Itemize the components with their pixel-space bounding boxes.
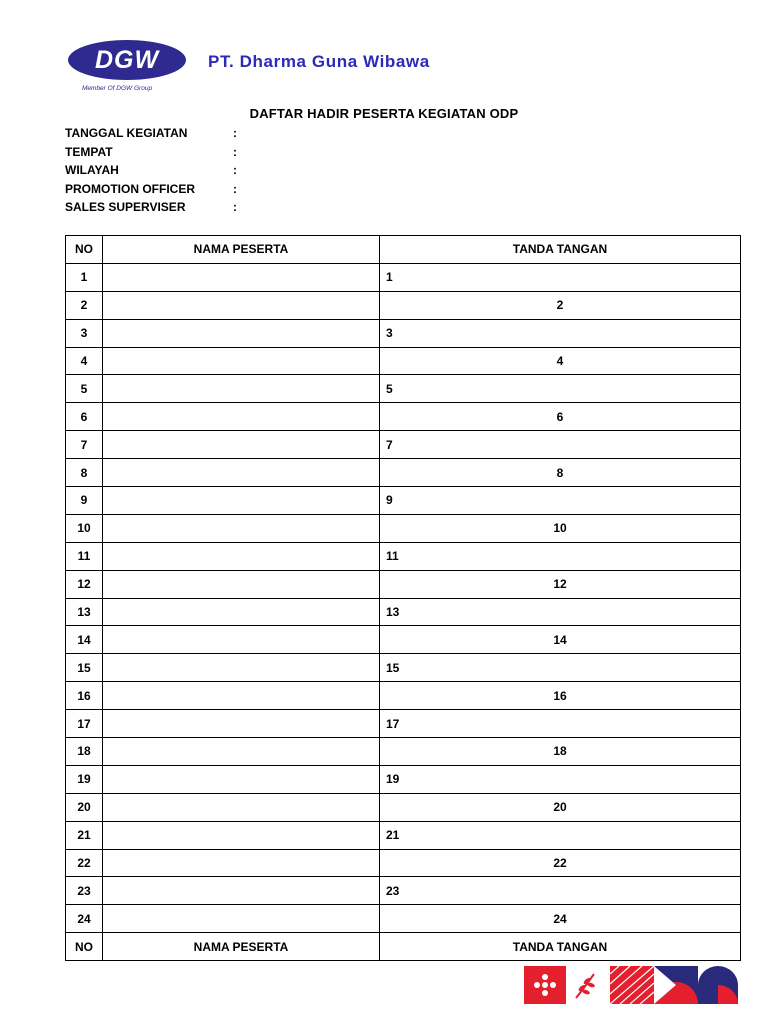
signature-cell[interactable]: 17	[380, 710, 741, 738]
info-field-label: WILAYAH	[65, 163, 119, 178]
table-row	[66, 793, 741, 821]
signature-cell[interactable]: 12	[380, 570, 741, 598]
signature-cell[interactable]: 13	[380, 598, 741, 626]
participant-name-cell[interactable]	[103, 626, 380, 654]
col-header-sign: TANDA TANGAN	[380, 236, 741, 264]
document-title: DAFTAR HADIR PESERTA KEGIATAN ODP	[249, 106, 519, 121]
info-field-row	[65, 143, 243, 162]
col-header-no: NO	[66, 236, 103, 264]
signature-cell[interactable]: 19	[380, 765, 741, 793]
participant-name-cell[interactable]	[103, 598, 380, 626]
table-row	[66, 654, 741, 682]
row-number: 2	[66, 291, 103, 319]
participant-name-cell[interactable]	[103, 682, 380, 710]
signature-cell[interactable]: 21	[380, 821, 741, 849]
info-field-colon: :	[233, 163, 237, 178]
signature-cell[interactable]: 8	[380, 459, 741, 487]
attendance-table	[65, 235, 741, 961]
footer-no: NO	[66, 933, 103, 961]
participant-name-cell[interactable]	[103, 375, 380, 403]
logo-subtext: Member Of DGW Group	[82, 85, 153, 92]
info-field-colon: :	[233, 144, 237, 159]
row-number: 10	[66, 514, 103, 542]
participant-name-cell[interactable]	[103, 347, 380, 375]
table-row	[66, 877, 741, 905]
participant-name-cell[interactable]	[103, 403, 380, 431]
row-number: 23	[66, 877, 103, 905]
row-number: 11	[66, 542, 103, 570]
info-field-row	[65, 180, 243, 199]
logo-oval	[68, 40, 186, 80]
table-row	[66, 570, 741, 598]
row-number: 5	[66, 375, 103, 403]
info-field-label: PROMOTION OFFICER	[65, 181, 195, 196]
table-row	[66, 291, 741, 319]
row-number: 9	[66, 487, 103, 515]
participant-name-cell[interactable]	[103, 263, 380, 291]
row-number: 8	[66, 459, 103, 487]
participant-name-cell[interactable]	[103, 738, 380, 766]
table-row	[66, 319, 741, 347]
signature-cell[interactable]: 14	[380, 626, 741, 654]
row-number: 20	[66, 793, 103, 821]
dgw-logo	[68, 40, 188, 98]
row-number: 3	[66, 319, 103, 347]
footer-sign: TANDA TANGAN	[380, 933, 741, 961]
info-field-row	[65, 198, 243, 217]
row-number: 19	[66, 765, 103, 793]
company-name: PT. Dharma Guna Wibawa	[208, 52, 430, 71]
info-field-label: SALES SUPERVISER	[65, 200, 186, 215]
row-number: 1	[66, 263, 103, 291]
info-field-colon: :	[233, 200, 237, 215]
table-row	[66, 626, 741, 654]
signature-cell[interactable]: 22	[380, 849, 741, 877]
table-row	[66, 347, 741, 375]
signature-cell[interactable]: 16	[380, 682, 741, 710]
participant-name-cell[interactable]	[103, 570, 380, 598]
col-header-name: NAMA PESERTA	[103, 236, 380, 264]
table-row	[66, 263, 741, 291]
logo-text: DGW	[94, 45, 160, 74]
row-number: 15	[66, 654, 103, 682]
participant-name-cell[interactable]	[103, 542, 380, 570]
row-number: 17	[66, 710, 103, 738]
participant-name-cell[interactable]	[103, 291, 380, 319]
row-number: 14	[66, 626, 103, 654]
signature-cell[interactable]: 4	[380, 347, 741, 375]
participant-name-cell[interactable]	[103, 431, 380, 459]
info-field-colon: :	[233, 126, 237, 141]
table-row	[66, 375, 741, 403]
participant-name-cell[interactable]	[103, 877, 380, 905]
participant-name-cell[interactable]	[103, 487, 380, 515]
table-row	[66, 849, 741, 877]
participant-name-cell[interactable]	[103, 905, 380, 933]
table-row	[66, 905, 741, 933]
row-number: 16	[66, 682, 103, 710]
row-number: 21	[66, 821, 103, 849]
table-body	[66, 263, 741, 932]
participant-name-cell[interactable]	[103, 821, 380, 849]
table-row	[66, 514, 741, 542]
row-number: 7	[66, 431, 103, 459]
table-row	[66, 431, 741, 459]
table-footer-row	[66, 933, 741, 961]
signature-cell[interactable]: 15	[380, 654, 741, 682]
table-row	[66, 403, 741, 431]
table-row	[66, 598, 741, 626]
table-row	[66, 542, 741, 570]
participant-name-cell[interactable]	[103, 514, 380, 542]
participant-name-cell[interactable]	[103, 793, 380, 821]
signature-cell[interactable]: 3	[380, 319, 741, 347]
signature-cell[interactable]: 2	[380, 291, 741, 319]
signature-cell[interactable]: 18	[380, 738, 741, 766]
info-field-colon: :	[233, 181, 237, 196]
participant-name-cell[interactable]	[103, 319, 380, 347]
signature-cell[interactable]: 9	[380, 487, 741, 515]
row-number: 24	[66, 905, 103, 933]
row-number: 22	[66, 849, 103, 877]
participant-name-cell[interactable]	[103, 765, 380, 793]
row-number: 12	[66, 570, 103, 598]
table-row	[66, 487, 741, 515]
row-number: 4	[66, 347, 103, 375]
participant-name-cell[interactable]	[103, 710, 380, 738]
row-number: 18	[66, 738, 103, 766]
signature-cell[interactable]: 6	[380, 403, 741, 431]
signature-cell[interactable]: 5	[380, 375, 741, 403]
signature-cell[interactable]: 10	[380, 514, 741, 542]
row-number: 6	[66, 403, 103, 431]
info-fields	[65, 124, 243, 217]
signature-cell[interactable]: 1	[380, 263, 741, 291]
signature-cell[interactable]: 11	[380, 542, 741, 570]
participant-name-cell[interactable]	[103, 459, 380, 487]
table-row	[66, 738, 741, 766]
info-field-row	[65, 124, 243, 143]
signature-cell[interactable]: 24	[380, 905, 741, 933]
table-row	[66, 682, 741, 710]
table-row	[66, 765, 741, 793]
info-field-label: TEMPAT	[65, 144, 113, 159]
table-row	[66, 821, 741, 849]
info-field-row	[65, 161, 243, 180]
row-number: 13	[66, 598, 103, 626]
decorative-pattern	[524, 966, 738, 1004]
table-row	[66, 710, 741, 738]
footer-name: NAMA PESERTA	[103, 933, 380, 961]
attendance-table-wrap	[65, 235, 741, 961]
info-field-label: TANGGAL KEGIATAN	[65, 126, 188, 141]
participant-name-cell[interactable]	[103, 849, 380, 877]
signature-cell[interactable]: 7	[380, 431, 741, 459]
table-header-row	[66, 236, 741, 264]
participant-name-cell[interactable]	[103, 654, 380, 682]
table-row	[66, 459, 741, 487]
signature-cell[interactable]: 23	[380, 877, 741, 905]
signature-cell[interactable]: 20	[380, 793, 741, 821]
